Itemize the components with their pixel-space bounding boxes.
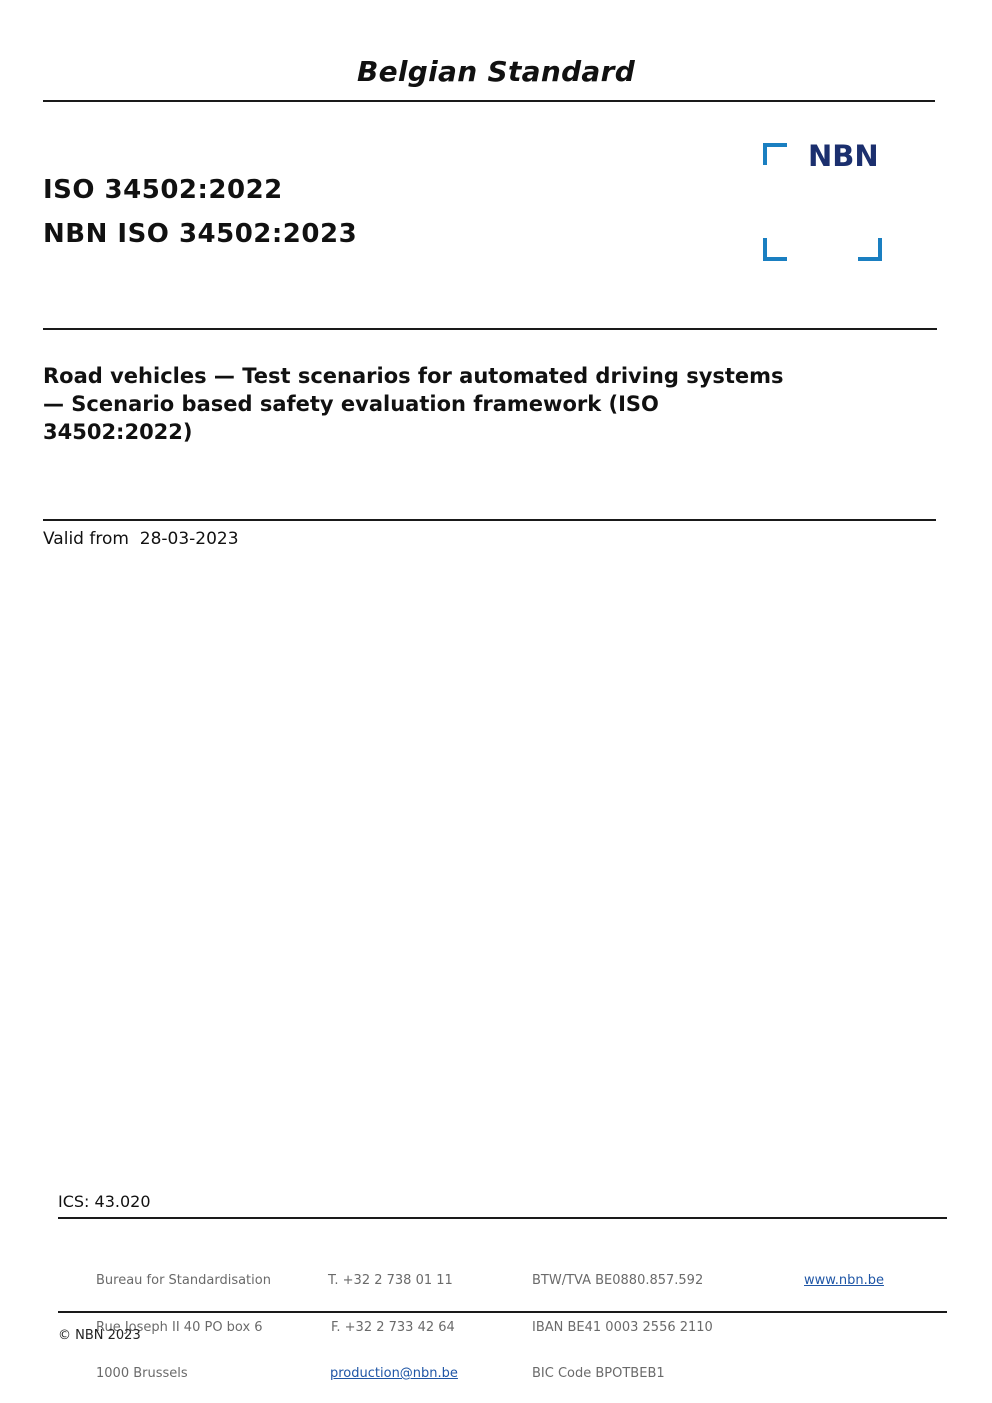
document-title-line: Road vehicles — Test scenarios for automated driving systems — [43, 364, 784, 388]
website-link[interactable]: www.nbn.be — [804, 1273, 884, 1288]
footer-contact — [328, 1242, 458, 1397]
bank-line: IBAN BE41 0003 2556 2110 — [532, 1319, 713, 1335]
footer-bank-details — [532, 1242, 713, 1397]
ics-code: ICS: 43.020 — [58, 1192, 151, 1211]
copyright-notice: © NBN 2023 — [58, 1328, 141, 1343]
address-line: Rue Joseph II 40 PO box 6 — [96, 1319, 263, 1335]
footer-top-divider — [58, 1217, 947, 1219]
logo-text: NBN — [808, 140, 879, 173]
logo-bracket-bottom-right — [858, 238, 882, 261]
document-title — [43, 362, 903, 446]
phone-number: T. +32 2 738 01 11 — [328, 1273, 453, 1288]
iso-standard-number: ISO 34502:2022 — [43, 175, 283, 205]
fax-number: F. +32 2 733 42 64 — [331, 1319, 455, 1335]
valid-from-date: 28-03-2023 — [139, 529, 239, 549]
bank-line: BIC Code BPOTBEB1 — [532, 1366, 665, 1381]
bank-line: BTW/TVA BE0880.857.592 — [532, 1273, 704, 1288]
address-line: Bureau for Standardisation — [96, 1273, 271, 1288]
email-link[interactable]: production@nbn.be — [330, 1366, 458, 1381]
address-line: 1000 Brussels — [96, 1366, 188, 1381]
title-bottom-divider — [43, 519, 936, 521]
valid-from — [43, 529, 239, 549]
footer-address — [96, 1242, 271, 1397]
nbn-standard-number: NBN ISO 34502:2023 — [43, 219, 358, 249]
document-title-line: 34502:2022) — [43, 420, 193, 444]
title-top-divider — [43, 328, 937, 330]
header-divider — [43, 100, 935, 102]
page-header-title: Belgian Standard — [356, 55, 636, 88]
logo-bracket-bottom-left — [763, 238, 787, 261]
footer-bottom-divider — [58, 1311, 947, 1313]
footer-website — [804, 1242, 884, 1304]
document-title-line: — Scenario based safety evaluation framework (ISO — [43, 392, 659, 416]
nbn-logo — [760, 140, 886, 264]
valid-from-label: Valid from — [43, 529, 129, 549]
logo-bracket-top-left — [763, 143, 787, 165]
